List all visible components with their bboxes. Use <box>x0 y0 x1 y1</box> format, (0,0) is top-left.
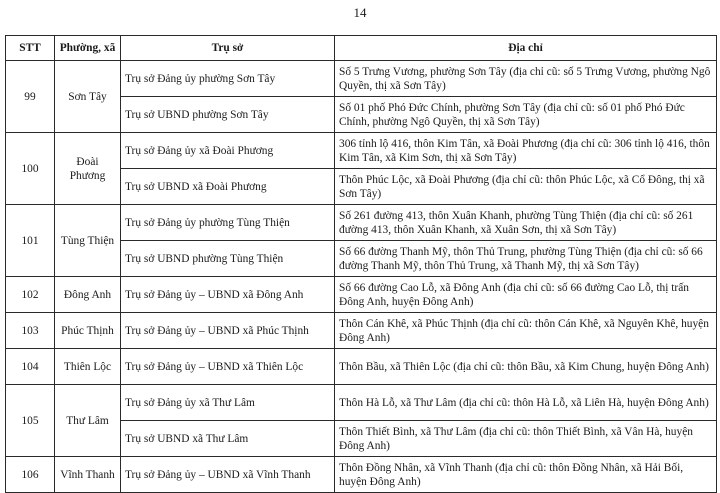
table-row <box>6 349 717 385</box>
ward-cell: Tùng Thiện <box>55 205 121 277</box>
table-row <box>6 277 717 313</box>
address-cell: Thôn Phúc Lộc, xã Đoài Phương (địa chỉ cũ: thôn Phúc Lộc, xã Cổ Đông, thị xã Sơn Tây) <box>335 169 717 205</box>
office-cell: Trụ sở UBND phường Sơn Tây <box>121 97 335 133</box>
address-cell: Thôn Hà Lỗ, xã Thư Lâm (địa chỉ cũ: thôn Hà Lỗ, xã Liên Hà, huyện Đông Anh) <box>335 385 717 421</box>
header-address: Địa chỉ <box>335 36 717 61</box>
table-row <box>6 133 717 169</box>
office-cell: Trụ sở Đảng ủy xã Đoài Phương <box>121 133 335 169</box>
office-cell: Trụ sở Đảng ủy phường Tùng Thiện <box>121 205 335 241</box>
address-cell: Thôn Bầu, xã Thiên Lộc (địa chỉ cũ: thôn Bầu, xã Kim Chung, huyện Đông Anh) <box>335 349 717 385</box>
stt-cell: 106 <box>6 457 55 493</box>
office-cell: Trụ sở Đảng ủy – UBND xã Vĩnh Thanh <box>121 457 335 493</box>
header-ward: Phường, xã <box>55 36 121 61</box>
address-cell: Số 261 đường 413, thôn Xuân Khanh, phường Tùng Thiện (địa chỉ cũ: số 261 đường 413, thôn Xuân Khanh, xã Xuân Sơn, thị xã Sơn Tây) <box>335 205 717 241</box>
office-cell: Trụ sở Đảng ủy – UBND xã Thiên Lộc <box>121 349 335 385</box>
stt-cell: 99 <box>6 61 55 133</box>
table-row <box>6 61 717 97</box>
address-cell: 306 tỉnh lộ 416, thôn Kim Tân, xã Đoài Phương (địa chỉ cũ: 306 tỉnh lộ 416, thôn Kim Tân, xã Kim Sơn, thị xã Sơn Tây) <box>335 133 717 169</box>
address-cell: Thôn Thiết Bình, xã Thư Lâm (địa chỉ cũ: thôn Thiết Bình, xã Vân Hà, huyện Đông Anh) <box>335 421 717 457</box>
table-row <box>6 205 717 241</box>
stt-cell: 103 <box>6 313 55 349</box>
address-cell: Số 66 đường Cao Lỗ, xã Đông Anh (địa chỉ cũ: số 66 đường Cao Lỗ, thị trấn Đông Anh, huyện Đông Anh) <box>335 277 717 313</box>
office-cell: Trụ sở Đảng ủy phường Sơn Tây <box>121 61 335 97</box>
table-header-row <box>6 36 717 61</box>
office-cell: Trụ sở UBND xã Đoài Phương <box>121 169 335 205</box>
table-row <box>6 457 717 493</box>
ward-cell: Thư Lâm <box>55 385 121 457</box>
ward-cell: Đông Anh <box>55 277 121 313</box>
stt-cell: 101 <box>6 205 55 277</box>
address-cell: Số 5 Trưng Vương, phường Sơn Tây (địa chỉ cũ: số 5 Trưng Vương, phường Ngô Quyền, thị xã Sơn Tây) <box>335 61 717 97</box>
address-cell: Số 01 phố Phó Đức Chính, phường Sơn Tây (địa chỉ cũ: số 01 phố Phó Đức Chính, phường Ngô Quyền, thị xã Sơn Tây) <box>335 97 717 133</box>
office-address-table <box>5 35 717 493</box>
ward-cell: Thiên Lộc <box>55 349 121 385</box>
address-cell: Số 66 đường Thanh Mỹ, thôn Thủ Trung, phường Tùng Thiện (địa chỉ cũ: số 66 đường Thanh Mỹ, thôn Thủ Trung, xã Thanh Mỹ, thị xã Sơn Tây) <box>335 241 717 277</box>
address-cell: Thôn Đồng Nhân, xã Vĩnh Thanh (địa chỉ cũ: thôn Đồng Nhân, xã Hải Bối, huyện Đông Anh) <box>335 457 717 493</box>
office-cell: Trụ sở UBND xã Thư Lâm <box>121 421 335 457</box>
header-stt: STT <box>6 36 55 61</box>
stt-cell: 104 <box>6 349 55 385</box>
office-cell: Trụ sở Đảng ủy xã Thư Lâm <box>121 385 335 421</box>
address-cell: Thôn Cán Khê, xã Phúc Thịnh (địa chỉ cũ: thôn Cán Khê, xã Nguyên Khê, huyện Đông Anh) <box>335 313 717 349</box>
ward-cell: Vĩnh Thanh <box>55 457 121 493</box>
office-cell: Trụ sở Đảng ủy – UBND xã Phúc Thịnh <box>121 313 335 349</box>
stt-cell: 102 <box>6 277 55 313</box>
ward-cell: Sơn Tây <box>55 61 121 133</box>
office-cell: Trụ sở Đảng ủy – UBND xã Đông Anh <box>121 277 335 313</box>
table-row <box>6 313 717 349</box>
page-number: 14 <box>353 5 367 20</box>
stt-cell: 105 <box>6 385 55 457</box>
ward-cell: Phúc Thịnh <box>55 313 121 349</box>
table-row <box>6 385 717 421</box>
ward-cell: Đoài Phương <box>55 133 121 205</box>
stt-cell: 100 <box>6 133 55 205</box>
office-cell: Trụ sở UBND phường Tùng Thiện <box>121 241 335 277</box>
header-office: Trụ sở <box>121 36 335 61</box>
